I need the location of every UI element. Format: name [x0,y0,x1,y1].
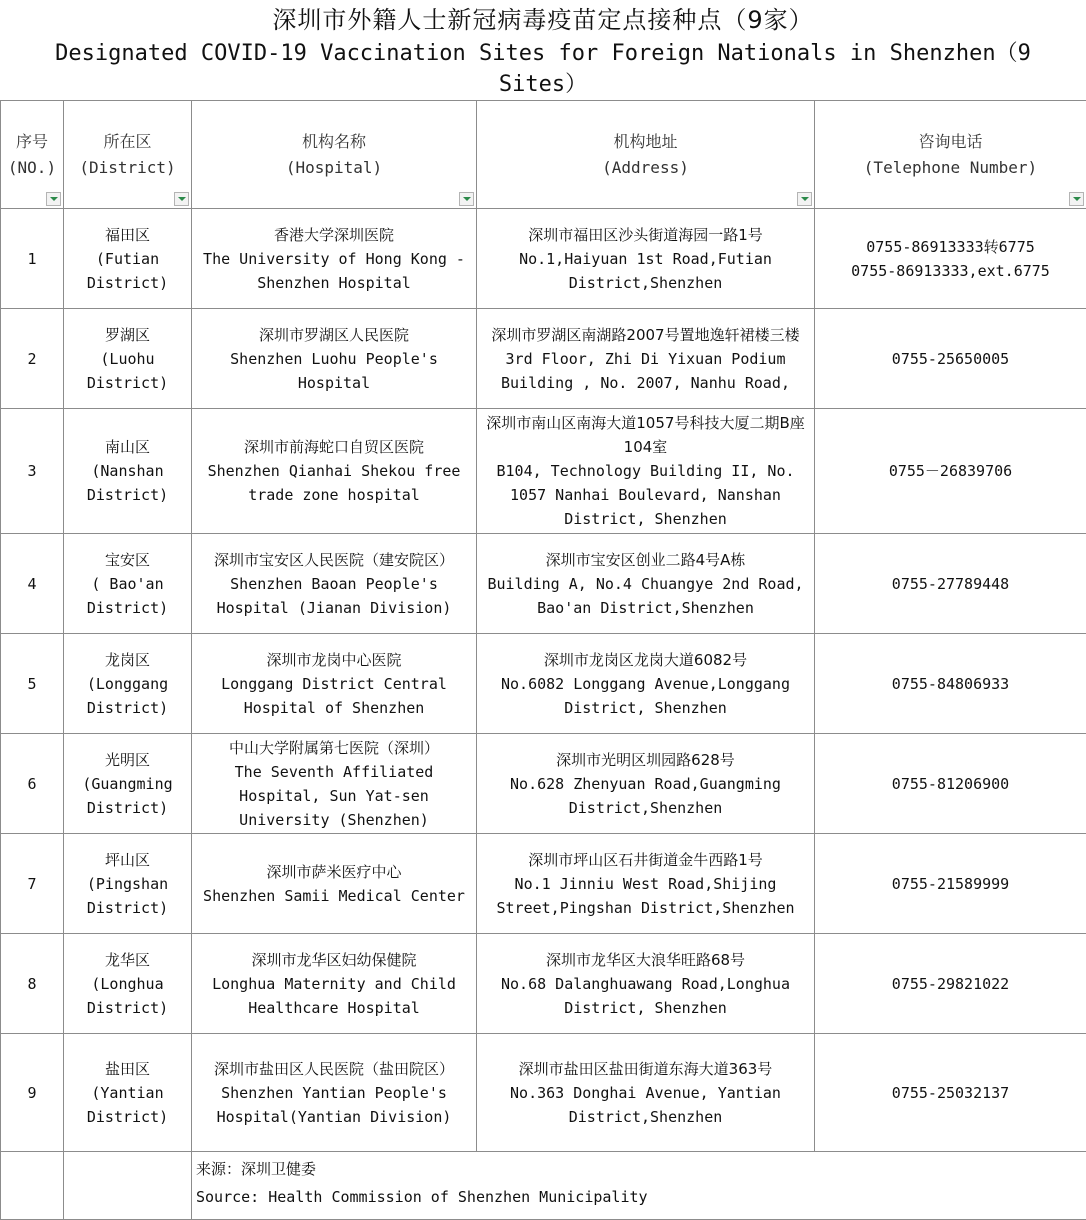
header-hospital-cn: 机构名称 [196,129,472,155]
district-cn: 南山区 [68,435,187,459]
hospital-cn: 深圳市龙岗中心医院 [196,648,472,672]
hospital-en: Longhua Maternity and Child Healthcare Hospital [196,972,472,1020]
title-block [0,0,1086,100]
phone-primary: 0755-21589999 [819,872,1082,896]
cell-no[interactable] [1,634,64,734]
cell-district[interactable] [64,834,192,934]
address-cn: 深圳市龙岗区龙岗大道6082号 [481,648,810,672]
header-hospital[interactable] [192,101,477,209]
cell-empty[interactable] [1,1152,64,1220]
address-cn: 深圳市宝安区创业二路4号A栋 [481,548,810,572]
cell-district[interactable] [64,309,192,409]
filter-dropdown-icon[interactable] [1069,192,1084,206]
filter-dropdown-icon[interactable] [797,192,812,206]
district-cn: 福田区 [68,223,187,247]
hospital-en: The University of Hong Kong - Shenzhen Hospital [196,247,472,295]
district-en: (Pingshan District) [68,872,187,920]
footer-row [1,1152,1086,1220]
cell-address[interactable] [477,209,815,309]
hospital-cn: 深圳市萨米医疗中心 [196,860,472,884]
district-cn: 坪山区 [68,848,187,872]
hospital-cn: 深圳市龙华区妇幼保健院 [196,948,472,972]
source-cn: 来源：深圳卫健委 [196,1155,1082,1183]
filter-dropdown-icon[interactable] [46,192,61,206]
header-district[interactable] [64,101,192,209]
cell-address[interactable] [477,634,815,734]
cell-no[interactable] [1,734,64,834]
title-english: Designated COVID-19 Vaccination Sites for Foreign Nationals in Shenzhen（9 Sites） [0,38,1086,100]
cell-no[interactable] [1,209,64,309]
cell-no[interactable] [1,534,64,634]
cell-phone[interactable] [815,409,1086,534]
hospital-cn: 香港大学深圳医院 [196,223,472,247]
address-cn: 深圳市南山区南海大道1057号科技大厦二期B座104室 [481,411,810,459]
row-number: 9 [27,1084,36,1102]
table-row [1,1034,1086,1152]
row-number: 1 [27,250,36,268]
district-en: (Longgang District) [68,672,187,720]
header-address-en: (Address) [481,155,810,181]
cell-address[interactable] [477,309,815,409]
address-en: Building A, No.4 Chuangye 2nd Road, Bao'an District,Shenzhen [481,572,810,620]
district-en: (Nanshan District) [68,459,187,507]
row-number: 4 [27,575,36,593]
address-en: No.1,Haiyuan 1st Road,Futian District,Shenzhen [481,247,810,295]
header-no-en: (NO.) [5,155,59,181]
cell-district[interactable] [64,409,192,534]
district-en: (Longhua District) [68,972,187,1020]
header-phone-en: (Telephone Number) [819,155,1082,181]
cell-no[interactable] [1,834,64,934]
address-en: No.363 Donghai Avenue, Yantian District,Shenzhen [481,1081,810,1129]
phone-secondary: 0755-86913333,ext.6775 [819,259,1082,283]
sites-table [0,100,1086,1220]
hospital-en: Shenzhen Qianhai Shekou free trade zone hospital [196,459,472,507]
table-row [1,209,1086,309]
address-cn: 深圳市福田区沙头街道海园一路1号 [481,223,810,247]
hospital-cn: 中山大学附属第七医院（深圳） [196,736,472,760]
address-en: No.628 Zhenyuan Road,Guangming District,Shenzhen [481,772,810,820]
district-cn: 宝安区 [68,548,187,572]
filter-dropdown-icon[interactable] [174,192,189,206]
phone-primary: 0755-81206900 [819,772,1082,796]
cell-phone[interactable] [815,209,1086,309]
table-row [1,934,1086,1034]
header-phone-cn: 咨询电话 [819,129,1082,155]
hospital-en: Shenzhen Luohu People's Hospital [196,347,472,395]
cell-phone[interactable] [815,534,1086,634]
cell-hospital[interactable] [192,309,477,409]
hospital-cn: 深圳市罗湖区人民医院 [196,323,472,347]
header-district-cn: 所在区 [68,129,187,155]
cell-district[interactable] [64,209,192,309]
cell-address[interactable] [477,734,815,834]
cell-district[interactable] [64,534,192,634]
filter-dropdown-icon[interactable] [459,192,474,206]
district-cn: 光明区 [68,748,187,772]
phone-primary: 0755-27789448 [819,572,1082,596]
cell-address[interactable] [477,409,815,534]
cell-no[interactable] [1,309,64,409]
phone-primary: 0755－26839706 [819,459,1082,483]
cell-no[interactable] [1,1034,64,1152]
cell-address[interactable] [477,934,815,1034]
address-en: No.1 Jinniu West Road,Shijing Street,Pingshan District,Shenzhen [481,872,810,920]
district-en: ( Bao'an District) [68,572,187,620]
cell-hospital[interactable] [192,934,477,1034]
address-cn: 深圳市盐田区盐田街道东海大道363号 [481,1057,810,1081]
phone-primary: 0755-86913333转6775 [819,235,1082,259]
hospital-en: Shenzhen Baoan People's Hospital (Jianan Division) [196,572,472,620]
cell-address[interactable] [477,534,815,634]
address-cn: 深圳市罗湖区南湖路2007号置地逸轩裙楼三楼 [481,323,810,347]
address-cn: 深圳市光明区圳园路628号 [481,748,810,772]
header-address[interactable] [477,101,815,209]
cell-address[interactable] [477,834,815,934]
source-note[interactable] [192,1152,1086,1220]
district-cn: 龙岗区 [68,648,187,672]
cell-district[interactable] [64,1034,192,1152]
header-row [1,101,1086,209]
phone-primary: 0755-84806933 [819,672,1082,696]
row-number: 3 [27,462,36,480]
row-number: 5 [27,675,36,693]
phone-primary: 0755-25032137 [819,1081,1082,1105]
cell-hospital[interactable] [192,734,477,834]
cell-address[interactable] [477,1034,815,1152]
cell-no[interactable] [1,409,64,534]
hospital-cn: 深圳市宝安区人民医院（建安院区） [196,548,472,572]
cell-hospital[interactable] [192,409,477,534]
address-en: No.6082 Longgang Avenue,Longgang District, Shenzhen [481,672,810,720]
table-row [1,309,1086,409]
cell-hospital[interactable] [192,209,477,309]
district-en: (Futian District) [68,247,187,295]
row-number: 8 [27,975,36,993]
cell-phone[interactable] [815,934,1086,1034]
row-number: 7 [27,875,36,893]
row-number: 2 [27,350,36,368]
district-cn: 龙华区 [68,948,187,972]
hospital-en: Shenzhen Samii Medical Center [196,884,472,908]
header-address-cn: 机构地址 [481,129,810,155]
table-row [1,634,1086,734]
district-en: (Guangming District) [68,772,187,820]
phone-primary: 0755-25650005 [819,347,1082,371]
row-number: 6 [27,775,36,793]
cell-hospital[interactable] [192,534,477,634]
cell-empty[interactable] [64,1152,192,1220]
address-cn: 深圳市坪山区石井街道金牛西路1号 [481,848,810,872]
source-en: Source: Health Commission of Shenzhen Municipality [196,1183,1082,1211]
hospital-en: Shenzhen Yantian People's Hospital(Yantian Division) [196,1081,472,1129]
cell-phone[interactable] [815,834,1086,934]
hospital-cn: 深圳市前海蛇口自贸区医院 [196,435,472,459]
table-row [1,534,1086,634]
hospital-en: The Seventh Affiliated Hospital, Sun Yat-sen University (Shenzhen) [196,760,472,832]
phone-primary: 0755-29821022 [819,972,1082,996]
header-no[interactable] [1,101,64,209]
title-chinese: 深圳市外籍人士新冠病毒疫苗定点接种点（9家） [0,0,1086,38]
cell-district[interactable] [64,734,192,834]
cell-district[interactable] [64,934,192,1034]
district-cn: 罗湖区 [68,323,187,347]
table-row [1,834,1086,934]
header-no-cn: 序号 [5,129,59,155]
district-en: (Luohu District) [68,347,187,395]
cell-phone[interactable] [815,734,1086,834]
hospital-en: Longgang District Central Hospital of Shenzhen [196,672,472,720]
header-hospital-en: (Hospital) [196,155,472,181]
address-en: B104, Technology Building II, No. 1057 Nanhai Boulevard, Nanshan District, Shenzhen [481,459,810,531]
table-row [1,734,1086,834]
cell-phone[interactable] [815,634,1086,734]
cell-hospital[interactable] [192,634,477,734]
cell-hospital[interactable] [192,1034,477,1152]
cell-district[interactable] [64,634,192,734]
district-cn: 盐田区 [68,1057,187,1081]
cell-phone[interactable] [815,309,1086,409]
cell-no[interactable] [1,934,64,1034]
address-en: 3rd Floor, Zhi Di Yixuan Podium Building , No. 2007, Nanhu Road, [481,347,810,395]
hospital-cn: 深圳市盐田区人民医院（盐田院区） [196,1057,472,1081]
address-en: No.68 Dalanghuawang Road,Longhua District, Shenzhen [481,972,810,1020]
header-district-en: (District) [68,155,187,181]
address-cn: 深圳市龙华区大浪华旺路68号 [481,948,810,972]
cell-hospital[interactable] [192,834,477,934]
cell-phone[interactable] [815,1034,1086,1152]
header-phone[interactable] [815,101,1086,209]
district-en: (Yantian District) [68,1081,187,1129]
table-row [1,409,1086,534]
